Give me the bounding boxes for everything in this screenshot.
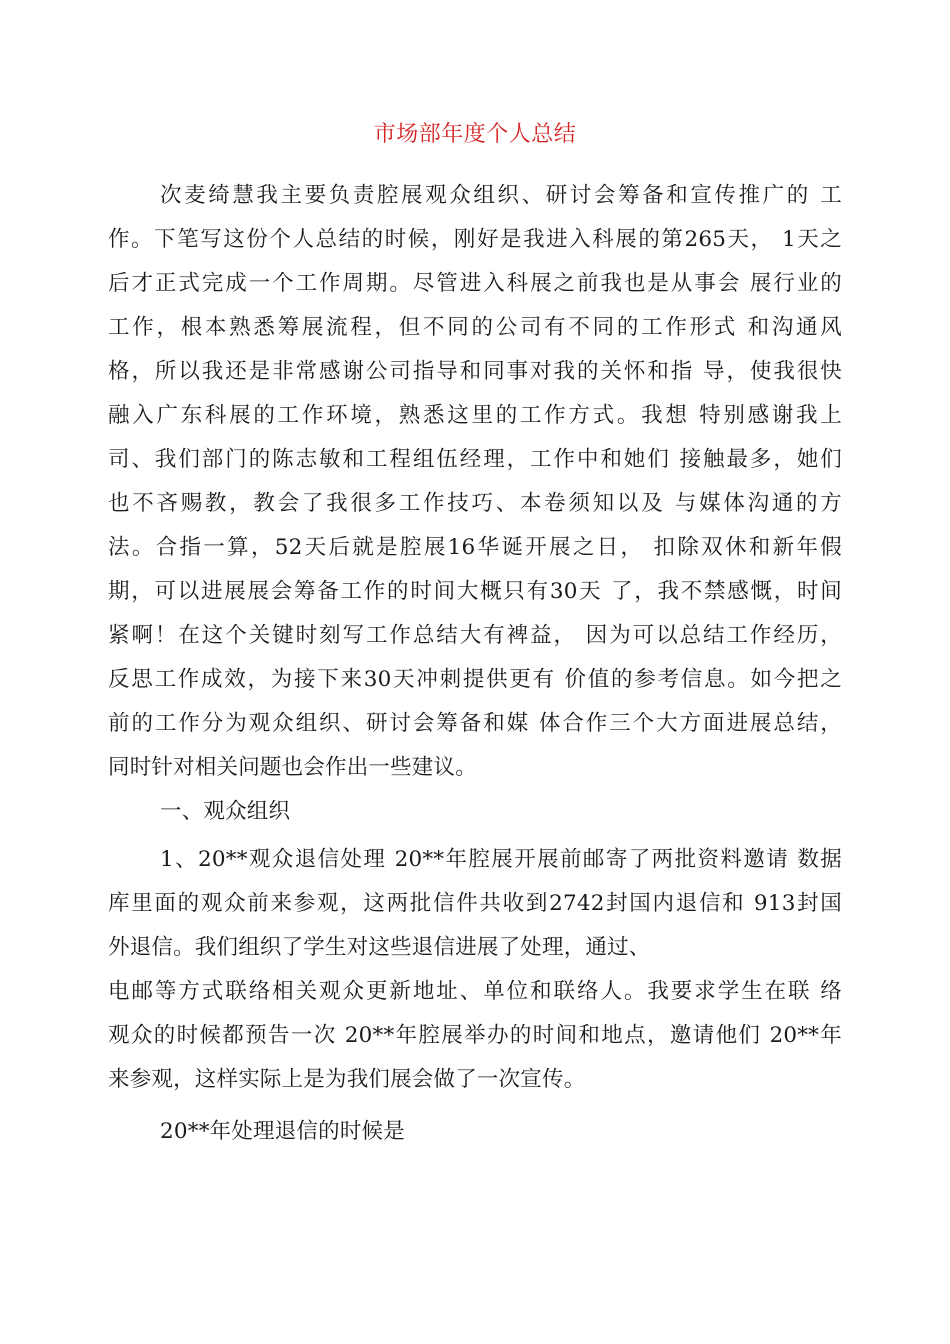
paragraph-line: 后才正式完成一个工作周期。尽管进入科展之前我也是从事会 展行业的 bbox=[108, 271, 842, 296]
paragraph-line: 次麦绮慧我主要负责腔展观众组织、研讨会筹备和宣传推广的 工 bbox=[160, 183, 842, 208]
paragraph-line: 20**年处理退信的时候是 bbox=[160, 1119, 405, 1144]
paragraph-line: 也不吝赐教，教会了我很多工作技巧、本卷须知以及 与媒体沟通的方 bbox=[108, 491, 842, 516]
paragraph-line: 库里面的观众前来参观，这两批信件共收到2742封国内退信和 913封国 bbox=[108, 891, 842, 916]
paragraph-line: 工作，根本熟悉筹展流程，但不同的公司有不同的工作形式 和沟通风 bbox=[108, 315, 842, 340]
paragraph-line: 司、我们部门的陈志敏和工程组伍经理，工作中和她们 接触最多，她们 bbox=[108, 447, 842, 472]
paragraph-line: 前的工作分为观众组织、研讨会筹备和媒 体合作三个大方面进展总结， bbox=[108, 711, 842, 736]
paragraph-line: 来参观，这样实际上是为我们展会做了一次宣传。 bbox=[108, 1067, 586, 1092]
paragraph-line: 紧啊！在这个关键时刻写工作总结大有裨益， 因为可以总结工作经历， bbox=[108, 623, 842, 648]
section-heading: 一、观众组织 bbox=[160, 799, 291, 824]
paragraph-line: 作。下笔写这份个人总结的时候，刚好是我进入科展的第265天， 1天之 bbox=[108, 227, 842, 252]
paragraph-line: 融入广东科展的工作环境，熟悉这里的工作方式。我想 特别感谢我上 bbox=[108, 403, 842, 428]
paragraph-line: 格，所以我还是非常感谢公司指导和同事对我的关怀和指 导，使我很快 bbox=[108, 359, 842, 384]
document-title: 市场部年度个人总结 bbox=[373, 122, 577, 147]
paragraph-line: 外退信。我们组织了学生对这些退信进展了处理，通过、 bbox=[108, 935, 651, 960]
paragraph-line: 法。合指一算，52天后就是腔展16华诞开展之日， 扣除双休和新年假 bbox=[108, 535, 842, 560]
paragraph-line: 期，可以进展展会筹备工作的时间大概只有30天 了，我不禁感慨，时间 bbox=[108, 579, 842, 604]
paragraph-line: 反思工作成效，为接下来30天冲刺提供更有 价值的参考信息。如今把之 bbox=[108, 667, 842, 692]
paragraph-line: 观众的时候都预告一次 20**年腔展举办的时间和地点，邀请他们 20**年 bbox=[108, 1023, 842, 1048]
paragraph-line: 1、20**观众退信处理 20**年腔展开展前邮寄了两批资料邀请 数据 bbox=[160, 847, 842, 872]
paragraph-line: 同时针对相关问题也会作出一些建议。 bbox=[108, 755, 477, 780]
paragraph-line: 电邮等方式联络相关观众更新地址、单位和联络人。我要求学生在联 络 bbox=[108, 979, 842, 1004]
